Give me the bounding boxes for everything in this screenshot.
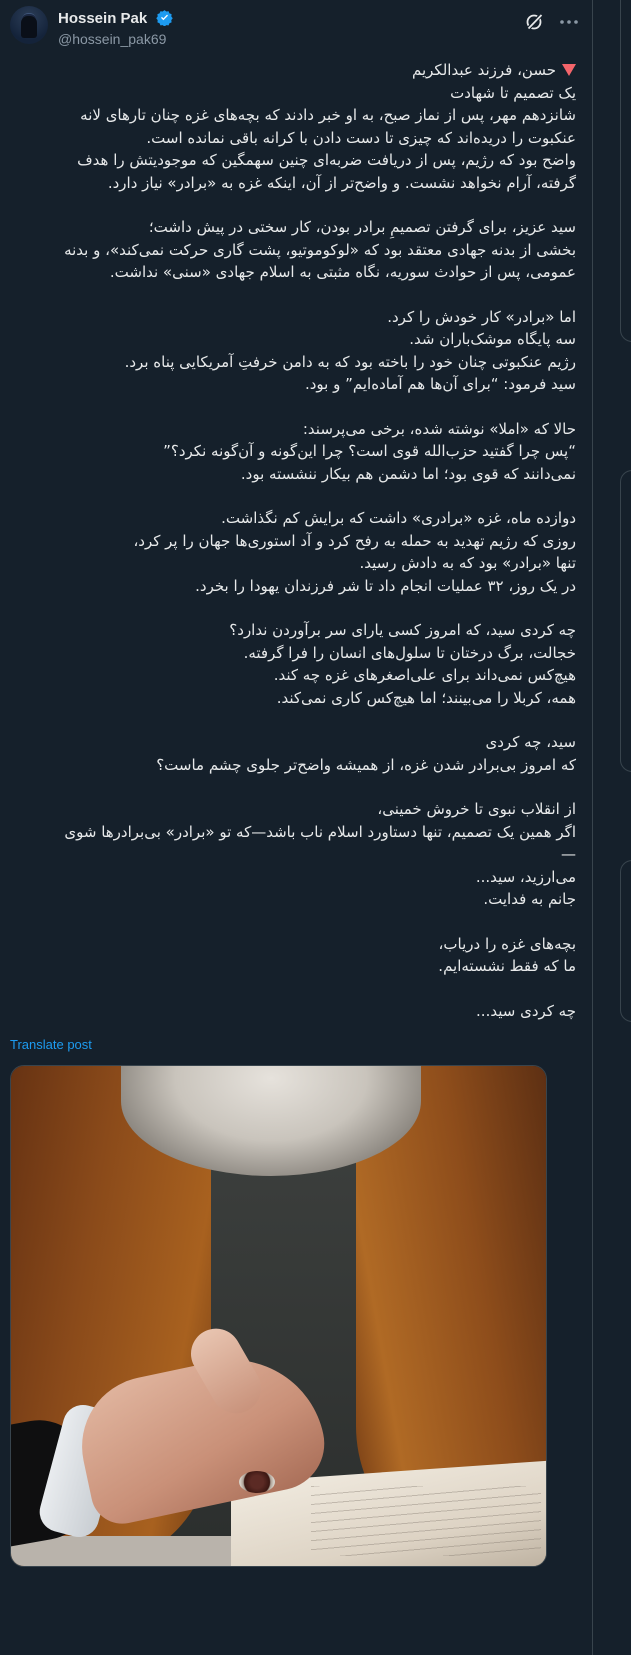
text-line: روزی که رژیم تهدید به حمله به رفح کرد و آد استوری‌ها جهان را پر کرد، — [133, 531, 576, 550]
text-line: از انقلاب نبوی تا خروش خمینی، — [377, 800, 576, 818]
text-line: سه پایگاه موشک‌باران شد. — [409, 330, 576, 348]
paragraph — [16, 418, 576, 486]
text-line: — — [561, 845, 576, 863]
post-header — [10, 6, 585, 46]
text-line: چه کردی سید، که امروز کسی یارای سر برآوردن ندارد؟ — [229, 621, 576, 639]
text-line: عمومی، پس از حوادث سوریه، نگاه مثبتی به اسلام جهادی «سنی» نداشت. — [109, 263, 576, 281]
text-line: سید فرمود: “برای آن‌ها هم آماده‌ایم” و بود. — [304, 375, 576, 393]
text-line: همه، کربلا را می‌بینند؛ اما هیچ‌کس کاری نمی‌کند. — [276, 688, 576, 707]
text-line: خجالت، برگ درختان تا سلول‌های انسان را فرا گرفته. — [243, 643, 576, 662]
text-line: گرفته، آرام نخواهد نشست. و واضح‌تر از آن، اینکه غزه به «برادر» نیاز دارد. — [107, 173, 576, 192]
text-line: می‌ارزید، سید... — [475, 867, 576, 886]
paragraph — [16, 216, 576, 284]
paragraph — [16, 306, 576, 396]
avatar-figure — [21, 16, 37, 38]
ring-image-part — [239, 1471, 275, 1493]
paragraph — [16, 619, 576, 709]
text-line: واضح بود که رژیم، پس از دریافت ضربه‌ای چنین سهمگین که موجودیتش را هدف — [77, 151, 576, 169]
more-options-icon[interactable] — [557, 12, 581, 32]
post-text — [16, 59, 576, 1044]
text-line: جانم به فدایت. — [483, 890, 576, 908]
translate-post-link[interactable]: Translate post — [10, 1037, 92, 1052]
author-name[interactable]: Hossein Pak — [58, 10, 148, 27]
author-handle[interactable]: @hossein_pak69 — [58, 31, 167, 47]
text-line: بچه‌های غزه را دریاب، — [438, 934, 576, 953]
paragraph — [16, 933, 576, 978]
grok-icon[interactable] — [525, 12, 545, 32]
text-line: سید، چه کردی — [485, 733, 576, 751]
text-line: بخشی از بدنه جهادی معتقد بود که «لوکوموتیو، پشت گاری حرکت نمی‌کند»، و بدنه — [64, 240, 576, 259]
verified-badge-icon — [156, 9, 173, 30]
text-line: عنکبوت را دریده‌اند که چیزی تا دست دادن با کرانه باقی نمانده است. — [146, 128, 576, 147]
text-line: “پس چرا گفتید حزب‌الله قوی است؟ چرا این‌گونه و آن‌گونه نکرد؟” — [163, 442, 576, 460]
author-info — [58, 8, 173, 47]
text-line: رژیم عنکبوتی چنان خود را باخته بود که به دامن خرفتِ آمریکایی پناه برد. — [124, 352, 576, 371]
paragraph — [16, 798, 576, 911]
text-line: در یک روز، ۳۲ عملیات انجام داد تا شر فرزندان یهودا را بخرد. — [195, 576, 576, 595]
text-line: اما «برادر» کار خودش را کرد. — [387, 307, 576, 326]
text-line: چه کردی سید... — [476, 1001, 576, 1020]
avatar[interactable] — [10, 6, 48, 44]
paragraph — [16, 507, 576, 597]
paragraph — [16, 59, 576, 194]
text-line: یک تصمیم تا شهادت — [450, 83, 576, 102]
text-line: حسن، فرزند عبدالکریم — [412, 61, 556, 79]
paragraph — [16, 731, 576, 776]
text-line: دوازده ماه، غزه «برادری» داشت که برایش کم نگذاشت. — [221, 509, 576, 527]
sidebar-card-edge — [620, 0, 631, 342]
text-line: تنها «برادر» بود که به دادش رسید. — [359, 554, 576, 572]
text-line: شانزدهم مهر، پس از نماز صبح، به او خبر دادند که بچه‌های غزه چنان تارهای لانه — [80, 106, 576, 124]
paragraph — [16, 1000, 576, 1023]
sidebar-card-edge — [620, 470, 631, 772]
text-line: حالا که «املا» نوشته شده، برخی می‌پرسند: — [302, 419, 576, 438]
sidebar-card-edge — [620, 860, 631, 1022]
text-line: که امروز بی‌برادر شدن غزه، از همیشه واضح‌تر جلوی چشم ماست؟ — [156, 755, 576, 774]
text-line: هیچ‌کس نمی‌داند برای علی‌اصغرهای غزه چه کند. — [273, 666, 576, 684]
text-line: سید عزیز، برای گرفتن تصمیمِ برادر بودن، کار سختی در پیش داشت؛ — [148, 218, 576, 236]
post-media-photo[interactable] — [10, 1065, 547, 1567]
column-divider — [592, 0, 593, 1655]
text-line: نمی‌دانند که قوی بود؛ اما دشمن هم بیکار ننشسته بود. — [240, 464, 576, 483]
text-line: ما که فقط نشسته‌ایم. — [438, 957, 576, 975]
red-triangle-icon — [562, 64, 576, 76]
text-line: اگر همین یک تصمیم، تنها دستاورد اسلام ناب باشد—که تو «برادر» بی‌برادرها شوی — [64, 822, 576, 841]
